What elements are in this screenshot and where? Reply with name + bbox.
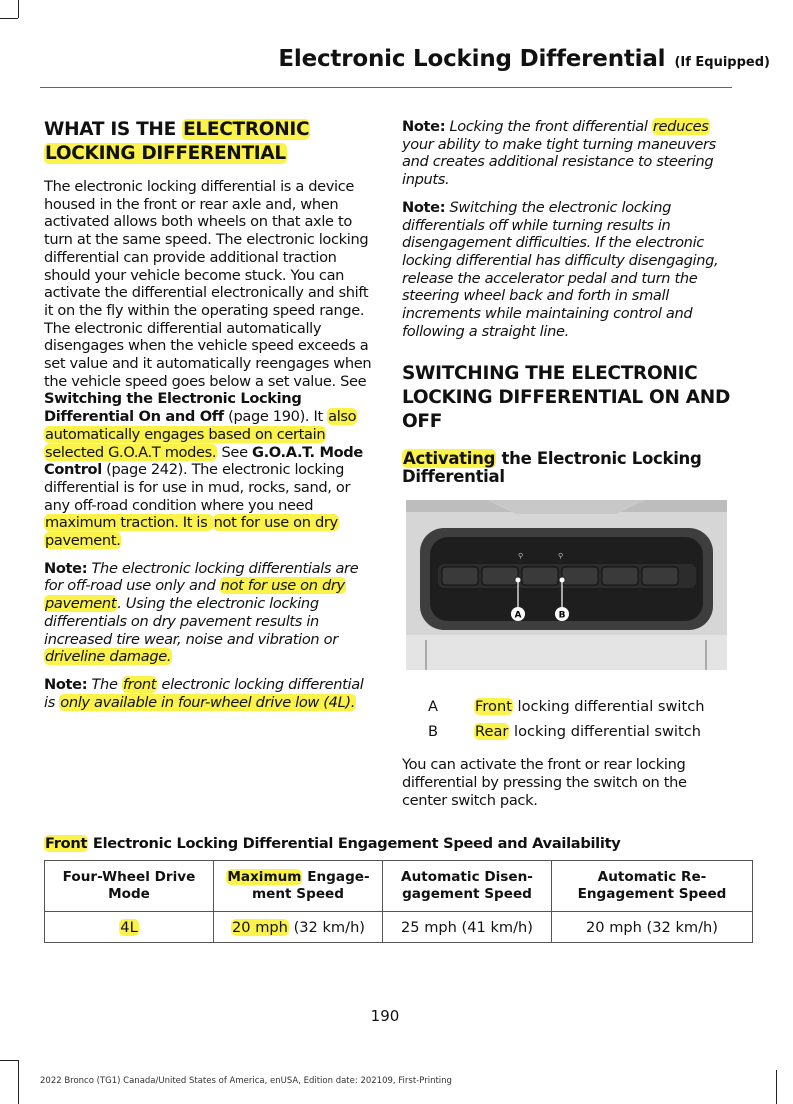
crop-mark bbox=[18, 1060, 19, 1104]
page-title: Electronic Locking Differential bbox=[278, 46, 666, 72]
section-heading-what-is: WHAT IS THE ELECTRONIC LOCKING DIFFERENTIAL bbox=[44, 119, 310, 164]
footer-edition: 2022 Bronco (TG1) Canada/United States of America, enUSA, Edition date: 202109, First-Printing bbox=[40, 1076, 452, 1086]
goat-mode-link[interactable]: G.O.A.T. Mode Control bbox=[44, 443, 363, 479]
section-heading-switching: SWITCHING THE ELECTRONIC LOCKING DIFFERENTIAL ON AND OFF bbox=[402, 363, 731, 433]
table-title: Front Electronic Locking Differential Engagement Speed and Availability bbox=[45, 835, 621, 852]
figure-label-b: B bbox=[558, 610, 566, 621]
header-rule bbox=[40, 87, 732, 88]
note-off-road: Note: The electronic locking differentials are for off-road use only and not for use on dry pavement. Using the electronic locking differentials on dry pavement results in increased tire wear, noise and vibration or driveline damage. bbox=[44, 559, 359, 666]
switch-pack-figure bbox=[406, 500, 727, 670]
speed-table-section bbox=[44, 835, 754, 943]
header-disengagement: Automatic Disen-gagement Speed bbox=[383, 861, 552, 912]
page-header bbox=[0, 46, 770, 72]
note-disengage: Note: Switching the electronic locking differentials off while turning results in disengagement difficulties. If the electronic locking differential has difficulty disengaging, release the accelerator pedal and turn the steering wheel back and forth in small increments while maintaining control and following a straight line. bbox=[402, 198, 719, 340]
intro-paragraph: The electronic locking differential is a device housed in the front or rear axle and, when activated allows both wheels on that axle to turn at the same speed. The electronic locking differential can provide additional traction should your vehicle become stuck. You can activate the differential electronically and shift it on the fly within the operating speed range. The electronic differential automatically disengages when the vehicle speed exceeds a set value and it automatically reengages when the vehicle speed goes below a set value. See Switching the Electronic Locking Differential On and Off (page 190). It also automatically engages based on certain selected G.O.A.T modes. See G.O.A.T. Mode Control (page 242). The electronic locking differential is for use in mud, rocks, sand, or any off-road condition where you need maximum traction. It is not for use on dry pavement. bbox=[44, 178, 372, 550]
crop-mark bbox=[18, 0, 19, 18]
page-title-suffix: (If Equipped) bbox=[674, 55, 770, 70]
cell-engagement: 20 mph (32 km/h) bbox=[214, 912, 383, 943]
header-reengagement: Automatic Re-Engagement Speed bbox=[552, 861, 753, 912]
cell-reengagement: 20 mph (32 km/h) bbox=[552, 912, 753, 943]
switching-link[interactable]: Switching the Electronic Locking Differential On and Off bbox=[44, 390, 302, 426]
note-4l: Note: The front electronic locking differential is only available in four-wheel drive low (4L). bbox=[44, 675, 364, 711]
header-engagement: Maximum Engage-ment Speed bbox=[214, 861, 383, 912]
crop-mark bbox=[776, 1070, 777, 1104]
cell-disengagement: 25 mph (41 km/h) bbox=[383, 912, 552, 943]
table-header-row bbox=[45, 861, 753, 912]
legend-row-b: B Rear locking differential switch bbox=[428, 723, 701, 741]
crop-mark bbox=[0, 18, 18, 19]
left-column bbox=[44, 118, 374, 721]
page-number: 190 bbox=[370, 1007, 400, 1025]
crop-mark bbox=[0, 1060, 18, 1061]
svg-text:⚲: ⚲ bbox=[518, 552, 524, 561]
subheading-activating: Activating the Electronic Locking Differential bbox=[402, 449, 702, 487]
svg-text:⚲: ⚲ bbox=[558, 552, 564, 561]
figure-label-a: A bbox=[514, 610, 522, 621]
note-reduces: Note: Locking the front differential reduces your ability to make tight turning maneuvers and creates additional resistance to steering inputs. bbox=[402, 118, 716, 189]
speed-table bbox=[44, 860, 753, 943]
activate-paragraph: You can activate the front or rear locking differential by pressing the switch on the center switch pack. bbox=[402, 756, 687, 809]
table-row bbox=[45, 912, 753, 943]
switch-pack-illustration bbox=[406, 500, 727, 670]
header-mode: Four-Wheel Drive Mode bbox=[45, 861, 214, 912]
legend-row-a: A Front locking differential switch bbox=[428, 698, 705, 716]
right-column bbox=[402, 118, 732, 820]
cell-mode: 4L bbox=[45, 912, 214, 943]
